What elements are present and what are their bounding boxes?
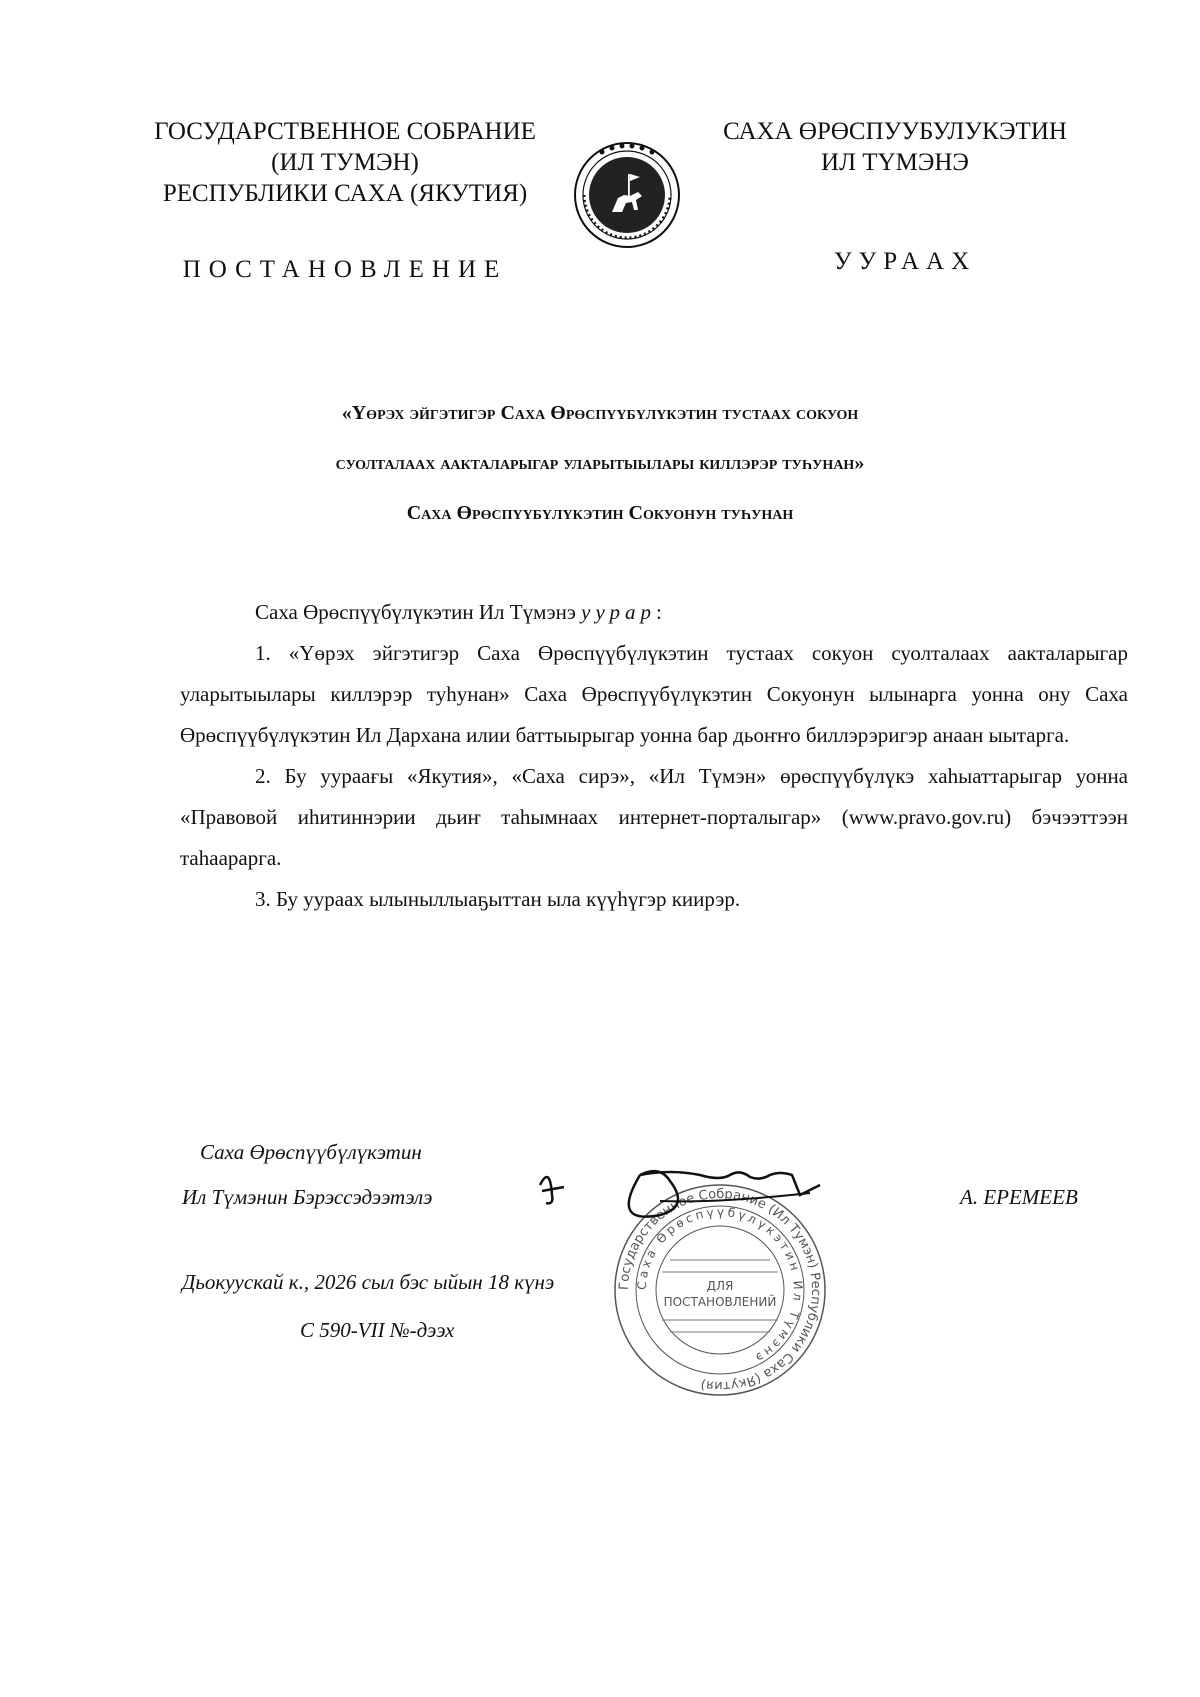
intro-paragraph [180,592,1128,633]
title-line: суолталаах аакталарыгар уларытыылары киллэрэр туһунан» [335,452,865,474]
header-left-line: ГОСУДАРСТВЕННОЕ СОБРАНИЕ [154,118,536,145]
stamp-center-line: ПОСТАНОВЛЕНИЙ [663,1295,777,1309]
doctype-label-ru: ПОСТАНОВЛЕНИЕ [182,256,508,283]
signatory-position-line1: Саха Өрөспүүбүлүкэтин [200,1140,422,1164]
header-right-line: САХА ӨРӨСПУУБУЛУКЭТИН [723,118,1067,145]
stamp-outer-text: Государственное Собрание (Ил Тумэн) Республики Саха (Якутия) [616,1186,824,1394]
intro-verb: уурар [581,600,657,624]
document-body [180,592,1128,920]
document-title [190,388,1010,538]
handwritten-signature-icon [520,1145,840,1235]
resolution-item: 3. Бу уураах ылыныллыаҕыттан ыла күүһүгэр киирэр. [255,887,741,911]
stamp-center-line: ДЛЯ [706,1279,734,1293]
resolution-item: 1. «Үөрэх эйгэтигэр Саха Өрөспүүбүлүкэтин тустаах сокуон суолталаах аакталарыгар уларытыылары киллэрэр туһунан» Саха Өрөспүүбүлүкэтин Сокуонун ылынарга уонна ону Саха Өрөспүүбүлүкэтин Ил Дархана илии баттыырыгар уонна бар дьоҥҥо биллэрэригэр анаан ыытарга. [180,641,1128,747]
doctype-label-sakha: УУРААХ [833,248,977,275]
header-left-line: (ИЛ ТУМЭН) [271,149,419,176]
resolution-item: 2. Бу уураағы «Якутия», «Саха сирэ», «Ил Түмэн» өрөспүүбүлүкэ хаһыаттарыгар уонна «Правовой иһитиннэрии дьиҥ таһымнаах интернет-порталыгар» (www.pravo.gov.ru) бэчээттээн таһаарарга. [180,764,1128,870]
signatory-position-line2: Ил Түмэнин Бэрэссэдээтэлэ [182,1185,433,1209]
header-right-line: ИЛ ТҮМЭНЭ [821,149,969,176]
title-line: «Үөрэх эйгэтигэр Саха Өрөспүүбүлүкэтин тустаах сокуон [341,402,859,424]
intro-colon: : [656,600,662,624]
republic-emblem-icon [572,140,682,250]
header-left-block [140,116,550,209]
signatory-name: А. ЕРЕМЕЕВ [960,1185,1078,1209]
stamp-inner-text: Саха Өрөспүүбүлүкэтин Ил Түмэнэ [634,1204,806,1367]
intro-text: Саха Өрөспүүбүлүкэтин Ил Түмэнэ [255,600,582,624]
title-line: Саха Өрөспүүбүлүкэтин Сокуонун туһунан [406,502,794,524]
header-left-line: РЕСПУБЛИКИ САХА (ЯКУТИЯ) [162,180,528,207]
document-number: С 590-VII №-дээх [300,1318,455,1342]
place-and-date: Дьокуускай к., 2026 сыл бэс ыйын 18 күнэ [182,1270,555,1294]
header-right-block [690,116,1100,178]
